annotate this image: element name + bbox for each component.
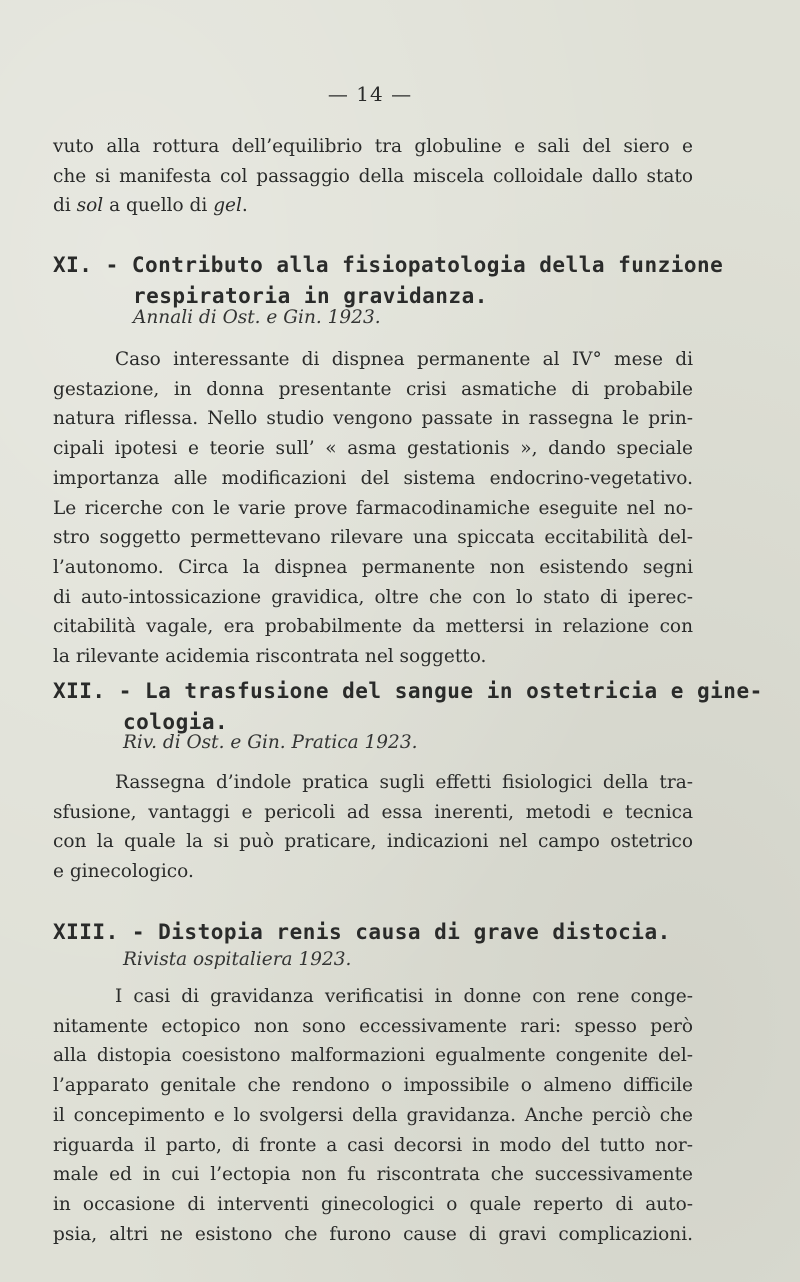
text-line: nitamente ectopico non sono eccessivamente rari: spesso però [53, 1015, 693, 1037]
text-line: la rilevante acidemia riscontrata nel soggetto. [53, 646, 487, 668]
text-line: di auto-intossicazione gravidica, oltre che con lo stato di iperec- [53, 586, 693, 608]
section-source-xi: Annali di Ost. e Gin. 1923. [133, 307, 381, 328]
section-body-xiii [53, 982, 693, 1249]
text-line: alla distopia coesistono malformazioni egualmente congenite del- [53, 1045, 693, 1067]
heading-line: XII. - La trasfusione del sangue in ostetricia e gine- [53, 679, 763, 703]
text-line: gestazione, in donna presentante crisi asmatiche di probabile [53, 378, 693, 400]
intro-paragraph [53, 132, 693, 221]
text-line: Le ricerche con le varie prove farmacodinamiche eseguite nel no- [53, 497, 693, 519]
heading-line: XI. - Contributo alla fisiopatologia della funzione [53, 253, 724, 277]
text-line: in occasione di interventi ginecologici o quale reperto di auto- [53, 1193, 693, 1215]
text-line: con la quale la si può praticare, indicazioni nel campo ostetrico [53, 831, 693, 853]
heading-line: XIII. - Distopia renis causa di grave distocia. [53, 920, 671, 944]
text-line: I casi di gravidanza verificatisi in donne con rene conge- [115, 986, 693, 1007]
text-line: psia, altri ne esistono che furono cause di gravi complicazioni. [53, 1223, 693, 1245]
text-line: il concepimento e lo svolgersi della gravidanza. Anche perciò che [53, 1104, 693, 1126]
text-line: di sol a quello di gel. [53, 195, 248, 217]
text-line: l’apparato genitale che rendono o impossibile o almeno difficile [53, 1075, 693, 1097]
section-body-xi [53, 345, 693, 672]
text-line: riguarda il parto, di fronte a casi decorsi in modo del tutto nor- [53, 1134, 693, 1156]
text-line: cipali ipotesi e teorie sull’ « asma gestationis », dando speciale [53, 438, 693, 460]
section-body-xii [53, 768, 693, 887]
text-line: male ed in cui l’ectopia non fu riscontrata che successivamente [53, 1164, 693, 1186]
text-line: Caso interessante di dispnea permanente al IV° mese di [115, 349, 693, 370]
section-source-xiii: Rivista ospitaliera 1923. [123, 949, 352, 970]
text-line: stro soggetto permettevano rilevare una spiccata eccitabilità del- [53, 527, 693, 549]
text-line: citabilità vagale, era probabilmente da mettersi in relazione con [53, 616, 693, 638]
heading-line: cologia. [123, 710, 229, 734]
heading-line: respiratoria in gravidanza. [133, 284, 488, 308]
text-line: importanza alle modificazioni del sistema endocrino-vegetativo. [53, 467, 693, 489]
text-line: vuto alla rottura dell’equilibrio tra globuline e sali del siero e [53, 136, 693, 157]
section-heading-xiii [53, 917, 693, 948]
text-line: che si manifesta col passaggio della miscela colloidale dallo stato [53, 165, 693, 187]
section-heading-xi [53, 250, 724, 312]
text-line: e ginecologico. [53, 861, 194, 883]
text-line: sfusione, vantaggi e pericoli ad essa inerenti, metodi e tecnica [53, 801, 693, 823]
text-line: natura riflessa. Nello studio vengono passate in rassegna le prin- [53, 408, 693, 430]
section-source-xii: Riv. di Ost. e Gin. Pratica 1923. [123, 732, 418, 753]
text-line: l’autonomo. Circa la dispnea permanente non esistendo segni [53, 556, 693, 578]
text-line: Rassegna d’indole pratica sugli effetti fisiologici della tra- [115, 772, 693, 793]
page-number: — 14 — [327, 82, 413, 106]
